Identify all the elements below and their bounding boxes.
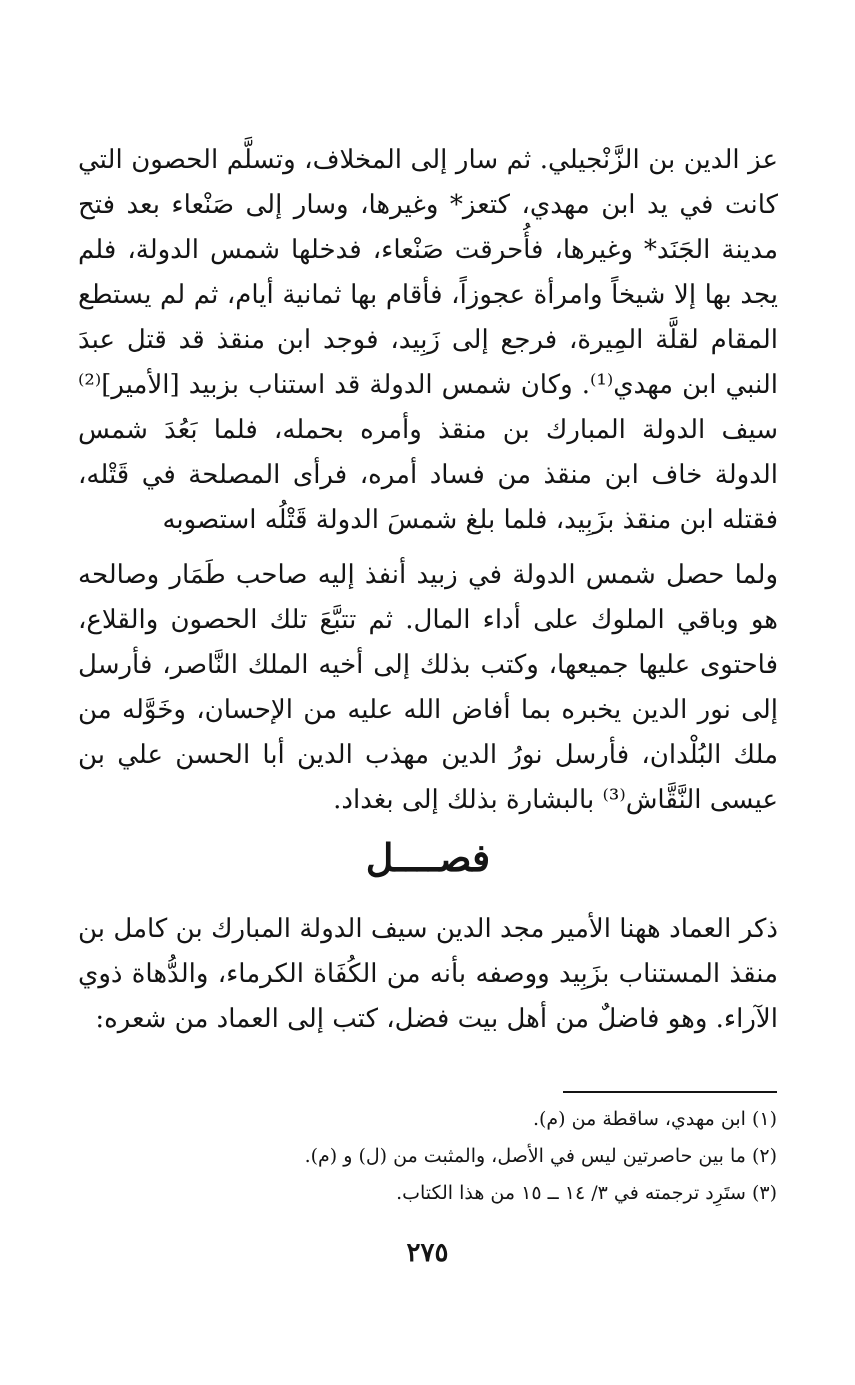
body-paragraph-1: عز الدين بن الزَّنْجيلي. ثم سار إلى المخلاف، وتسلَّم الحصون التي كانت في يد ابن مهدي، كتعز* وغيرها، وسار إلى صَنْعاء بعد فتح مدينة الجَنَد* وغيرها، فأُحرقت صَنْعاء، فدخلها شمس الدولة، فلم يجد بها إلا شيخاً وامرأة عجوزاً، فأقام بها ثمانية أيام، ثم لم يستطع المقام لقلَّة المِيرة، فرجع إلى زَبِيد، فوجد ابن منقذ قد قتل عبدَ النبي ابن مهدي⁽¹⁾. وكان شمس الدولة قد استناب بزبيد [الأمير]⁽²⁾ سيف الدولة المبارك بن منقذ وأمره بحمله، فلما بَعُدَ شمس الدولة خاف ابن منقذ من فساد أمره، فرأى المصلحة في قَتْله، فقتله ابن منقذ بزَبِيد، فلما بلغ شمسَ الدولة قَتْلُه استصوبه bbox=[78, 145, 778, 535]
footnote-1: (١) ابن مهدي، ساقطة من (م). bbox=[532, 1108, 777, 1130]
body-paragraph-2: ولما حصل شمس الدولة في زبيد أنفذ إليه صاحب طَمَار وصالحه هو وباقي الملوك على أداء المال. ثم تتبَّعَ تلك الحصون والقلاع، فاحتوى عليها جميعها، وكتب بذلك إلى أخيه الملك النَّاصر، فأرسل إلى نور الدين يخبره بما أفاض الله عليه من الإحسان، وخَوَّله من ملك البُلْدان، فأرسل نورُ الدين مهذب الدين أبا الحسن علي بن عيسى النَّقَّاش⁽³⁾ بالبشارة بذلك إلى بغداد. bbox=[78, 560, 778, 815]
footnote-separator bbox=[563, 1091, 777, 1093]
footnotes bbox=[77, 1101, 777, 1212]
page-number: ٢٧٥ bbox=[406, 1238, 449, 1268]
section-paragraph: ذكر العماد ههنا الأمير مجد الدين سيف الدولة المبارك بن كامل بن منقذ المستناب بزَبِيد ووصفه بأنه من الكُفَاة الكرماء، والدُّهاة ذوي الآراء. وهو فاضلٌ من أهل بيت فضل، كتب إلى العماد من شعره: bbox=[78, 914, 778, 1034]
footnote-3: (٣) ستَرِد ترجمته في ٣/ ١٤ ــ ١٥ من هذا الكتاب. bbox=[396, 1182, 777, 1204]
page-body bbox=[78, 138, 778, 1042]
section-heading: فصــــل bbox=[365, 835, 491, 880]
footnote-2: (٢) ما بين حاصرتين ليس في الأصل، والمثبت من (ل) و (م). bbox=[304, 1145, 777, 1167]
